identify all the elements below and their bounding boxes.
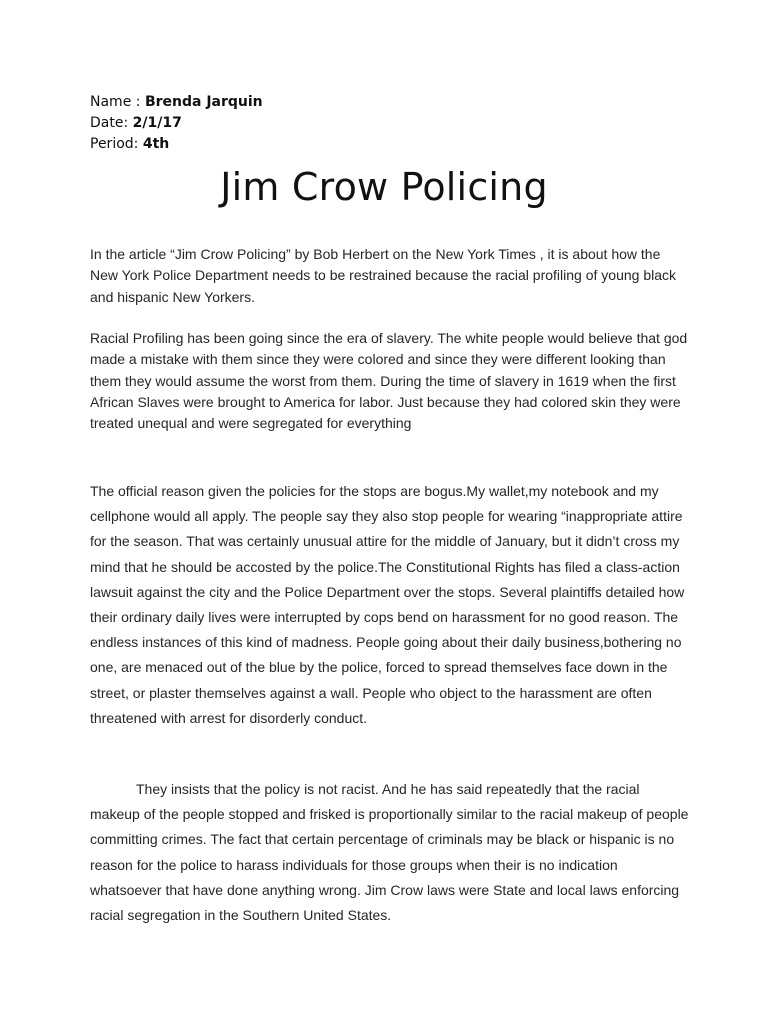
student-info-header bbox=[90, 92, 263, 155]
paragraph-racism: They insists that the policy is not racist. And he has said repeatedly that the racial makeup of the people stopped and frisked is proportionally similar to the racial makeup of people committing crimes. The fact that certain percentage of criminals may be black or hispanic is no reason for the police to harass individuals for those groups when their is no indication whatsoever that have done anything wrong. Jim Crow laws were State and local laws enforcing racial segregation in the Southern United States. bbox=[90, 781, 689, 924]
paragraph-stops: The official reason given the policies for the stops are bogus.My wallet,my notebook and my cellphone would all apply. The people say they also stop people for wearing “inappropriate attire for the season. That was certainly unusual attire for the middle of January, but it didn’t cross my mind that he should be accosted by the police.The Constitutional Rights has filed a class-action lawsuit against the city and the Police Department over the stops. Several plaintiffs detailed how their ordinary daily lives were interrupted by cops bend on harassment for no good reason. The endless instances of this kind of madness. People going about their daily business,bothering no one, are menaced out of the blue by the police, forced to spread themselves face down in the street, or plaster themselves against a wall. People who object to the harassment are often threatened with arrest for disorderly conduct. bbox=[90, 483, 685, 726]
period-value: 4th bbox=[142, 136, 170, 152]
name-label: Name : bbox=[90, 94, 141, 110]
name-value: Brenda Jarquin bbox=[144, 94, 263, 110]
name-line bbox=[90, 92, 263, 113]
date-line bbox=[90, 113, 263, 134]
document-title: Jim Crow Policing bbox=[220, 165, 548, 209]
period-label: Period: bbox=[90, 136, 139, 152]
paragraph-history: Racial Profiling has been going since the era of slavery. The white people would believe that god made a mistake with them since they were colored and since they were different looking than them they would assume the worst from them. During the time of slavery in 1619 when the first African Slaves were brought to America for labor. Just because they had colored skin they were treated unequal and were segregated for everything bbox=[90, 330, 688, 432]
paragraph-intro: In the article “Jim Crow Policing” by Bob Herbert on the New York Times , it is about how the New York Police Department needs to be restrained because the racial profiling of young black and hispanic New Yorkers. bbox=[90, 246, 677, 305]
period-line bbox=[90, 134, 263, 155]
date-value: 2/1/17 bbox=[132, 115, 182, 131]
date-label: Date: bbox=[90, 115, 129, 131]
